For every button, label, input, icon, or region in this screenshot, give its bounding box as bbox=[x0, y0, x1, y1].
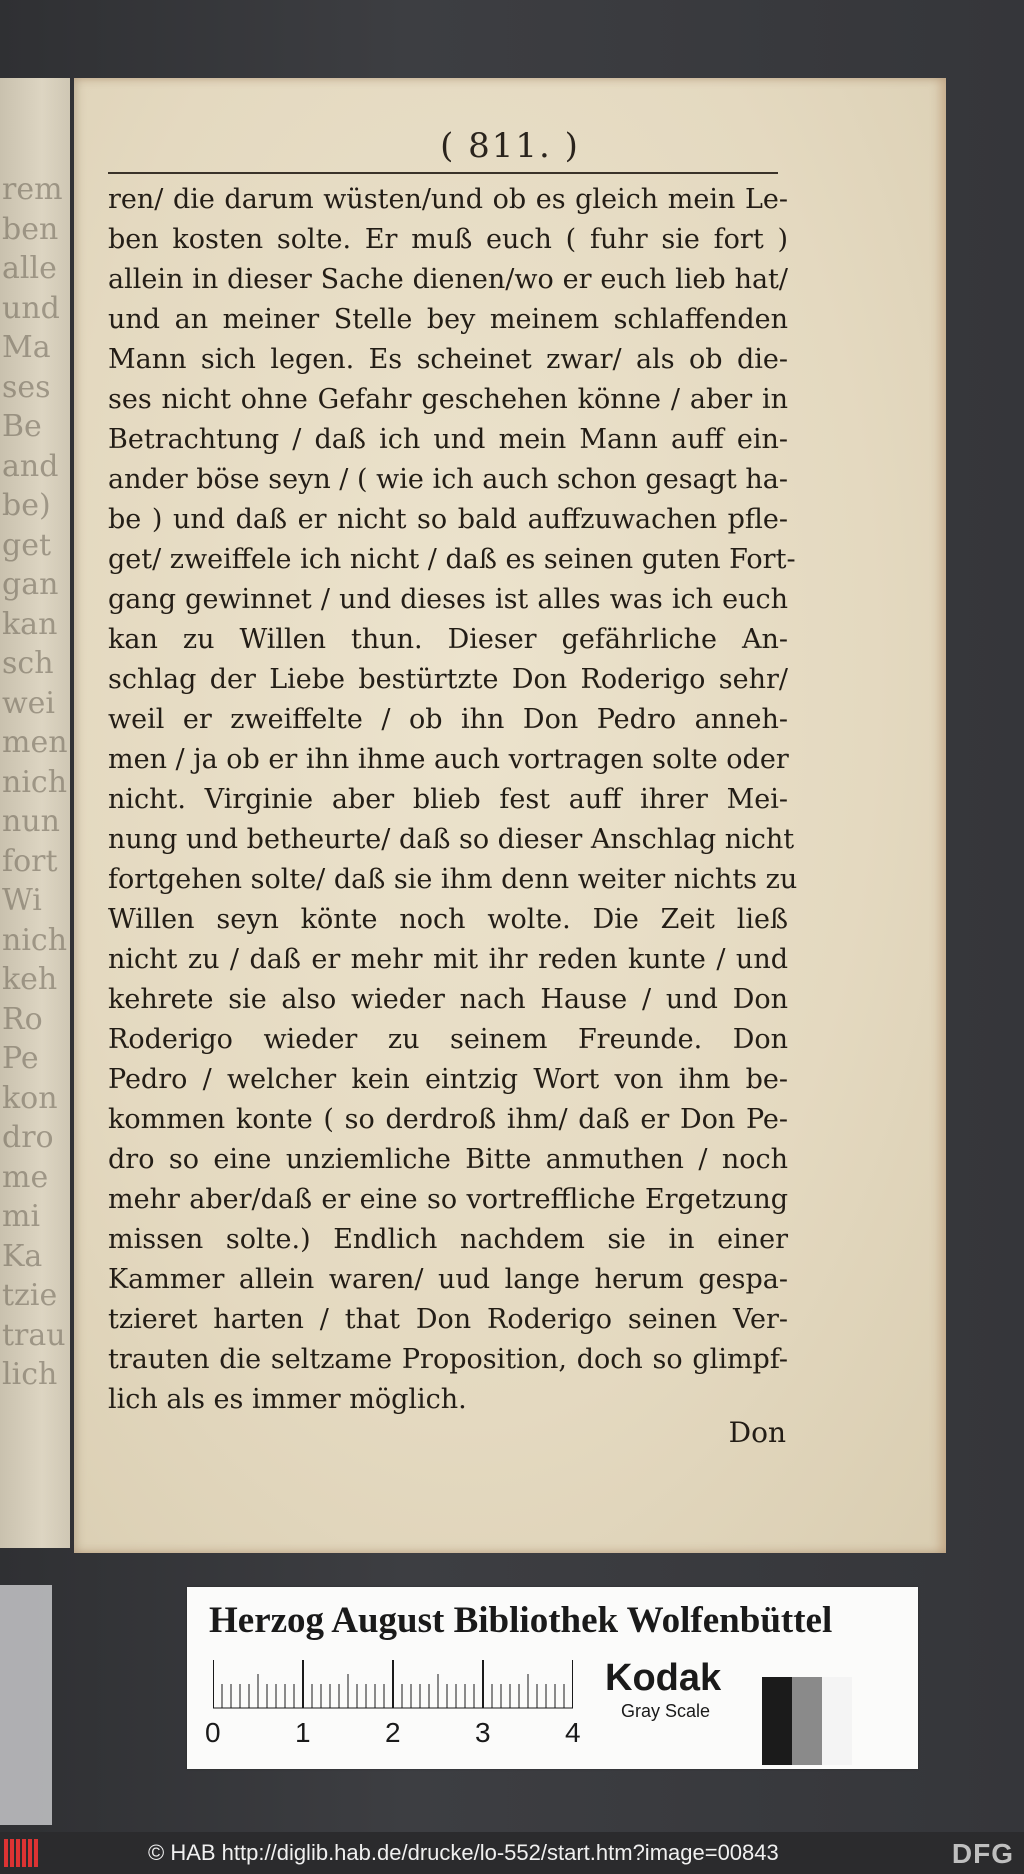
kodak-logo: Kodak bbox=[605, 1657, 722, 1699]
gray-scale-swatch bbox=[762, 1677, 852, 1765]
text-line: Willen seyn könte noch wolte. Die Zeit ließ bbox=[108, 904, 788, 935]
text-line: Mann sich legen. Es scheinet zwar/ als ob die- bbox=[108, 344, 788, 375]
text-line: kehrete sie also wieder nach Hause / und Don bbox=[108, 984, 788, 1015]
text-line: und an meiner Stelle bey meinem schlaffenden bbox=[108, 304, 788, 335]
text-line: Roderigo wieder zu seinem Freunde. Don bbox=[108, 1024, 788, 1055]
ruler-scale bbox=[213, 1659, 573, 1709]
text-line: nicht zu / daß er mehr mit ihr reden kunte / und bbox=[108, 944, 788, 975]
adjacent-page-edge bbox=[0, 1585, 52, 1825]
page-number: ( 811. ) bbox=[440, 126, 580, 166]
library-name: Herzog August Bibliothek Wolfenbüttel bbox=[209, 1600, 833, 1641]
adjacent-page-ghost-text: rem ben alle und Ma ses Be and be) get gan kan sch wei men nich nun fort Wi nich keh Ro Pe kon dro me mi Ka tzie trau lich bbox=[2, 172, 68, 1392]
text-line: nung und betheurte/ daß so dieser Anschlag nicht bbox=[108, 824, 795, 855]
ruler-number: 1 bbox=[295, 1717, 311, 1748]
text-line: mehr aber/daß er eine so vortreffliche Ergetzung bbox=[108, 1184, 788, 1215]
dfg-logo: DFG bbox=[951, 1838, 1014, 1869]
text-line: ander böse seyn / ( wie ich auch schon gesagt ha- bbox=[108, 464, 788, 495]
footer-credit-link[interactable]: © HAB http://diglib.hab.de/drucke/lo-552/start.htm?image=00843 bbox=[148, 1840, 779, 1865]
header-rule bbox=[108, 172, 778, 174]
text-line: dro so eine unziemliche Bitte anmuthen / noch bbox=[108, 1144, 788, 1175]
text-line: men / ja ob er ihn ihme auch vortragen solte oder bbox=[108, 744, 789, 775]
barcode-icon bbox=[4, 1839, 48, 1867]
text-line: Betrachtung / daß ich und mein Mann auff ein- bbox=[108, 424, 788, 455]
catchword: Don bbox=[728, 1416, 786, 1449]
page-body-text bbox=[108, 180, 798, 1420]
book-page bbox=[74, 78, 946, 1553]
ruler-number: 4 bbox=[565, 1717, 581, 1748]
color-calibration-card bbox=[187, 1587, 918, 1769]
text-line: gang gewinnet / und dieses ist alles was ich euch bbox=[108, 584, 788, 615]
text-line: be ) und daß er nicht so bald auffzuwachen pfle- bbox=[108, 504, 788, 535]
gray-scale-label: Gray Scale bbox=[621, 1701, 711, 1721]
text-line: kommen konte ( so derdroß ihm/ daß er Don Pe- bbox=[108, 1104, 788, 1135]
text-line: allein in dieser Sache dienen/wo er euch lieb hat/ bbox=[108, 264, 788, 295]
text-line: schlag der Liebe bestürtzte Don Roderigo sehr/ bbox=[108, 664, 788, 695]
ruler-number: 0 bbox=[205, 1717, 221, 1748]
text-line: ben kosten solte. Er muß euch ( fuhr sie fort ) bbox=[108, 224, 788, 255]
adjacent-page-strip bbox=[0, 78, 70, 1548]
text-line: trauten die seltzame Proposition, doch so glimpf- bbox=[108, 1344, 788, 1375]
text-line: lich als es immer möglich. bbox=[108, 1384, 467, 1415]
text-line: Kammer allein waren/ uud lange herum gespa- bbox=[108, 1264, 788, 1295]
text-line: weil er zweiffelte / ob ihn Don Pedro anneh- bbox=[108, 704, 788, 735]
ruler-number: 2 bbox=[385, 1717, 401, 1748]
text-line: ren/ die darum wüsten/und ob es gleich mein Le- bbox=[108, 184, 788, 215]
text-line: fortgehen solte/ daß sie ihm denn weiter nichts zu bbox=[108, 864, 798, 895]
text-line: get/ zweiffele ich nicht / daß es seinen guten Fort- bbox=[108, 544, 796, 575]
ruler-number: 3 bbox=[475, 1717, 491, 1748]
text-line: missen solte.) Endlich nachdem sie in einer bbox=[108, 1224, 788, 1255]
text-line: kan zu Willen thun. Dieser gefährliche An- bbox=[108, 624, 788, 655]
text-line: nicht. Virginie aber blieb fest auff ihrer Mei- bbox=[108, 784, 788, 815]
text-line: tzieret harten / that Don Roderigo seinen Ver- bbox=[108, 1304, 788, 1335]
text-line: ses nicht ohne Gefahr geschehen könne / aber in bbox=[108, 384, 788, 415]
text-line: Pedro / welcher kein eintzig Wort von ihm be- bbox=[108, 1064, 788, 1095]
footer-bar bbox=[0, 1832, 1024, 1874]
